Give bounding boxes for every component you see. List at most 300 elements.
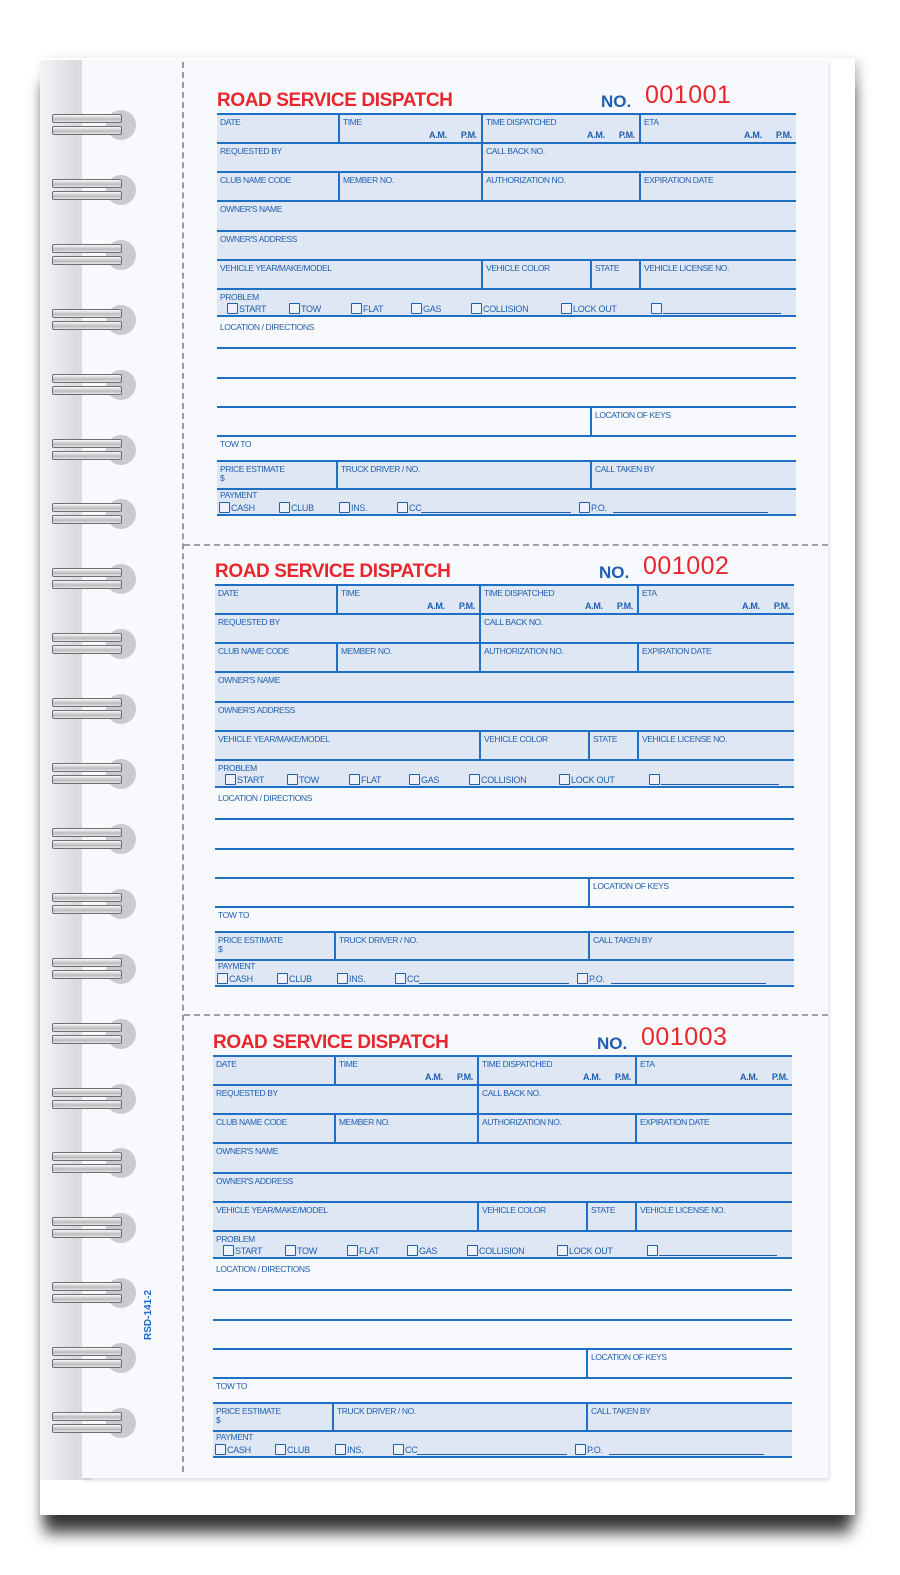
authorization-no-label: AUTHORIZATION NO. xyxy=(482,1117,562,1127)
owners-address-field[interactable] xyxy=(215,701,794,730)
call-back-no-field[interactable] xyxy=(481,142,796,171)
ring-wire xyxy=(52,321,122,330)
option-label: START xyxy=(235,1246,263,1256)
tow-to-field[interactable] xyxy=(217,435,796,460)
problem-options xyxy=(227,303,781,314)
ring-wire xyxy=(52,1229,122,1238)
problem-option[interactable] xyxy=(223,1245,285,1256)
problem-options xyxy=(225,774,779,785)
problem-option[interactable] xyxy=(289,303,351,314)
payment-option[interactable] xyxy=(219,502,279,513)
call-back-no-field[interactable] xyxy=(479,613,794,642)
checkbox[interactable] xyxy=(225,774,236,785)
am-pm-selector[interactable] xyxy=(730,130,792,140)
eta-label: ETA xyxy=(640,1059,655,1069)
writing-line[interactable] xyxy=(217,347,796,349)
option-label: CLUB xyxy=(289,974,312,984)
payment-options xyxy=(217,973,777,984)
tow-to-field[interactable] xyxy=(215,906,794,931)
option-label: GAS xyxy=(419,1246,438,1256)
member-no-label: MEMBER NO. xyxy=(343,175,394,185)
requested-by-label: REQUESTED BY xyxy=(218,617,280,627)
expiration-date-field[interactable] xyxy=(637,642,794,671)
am-label[interactable]: A.M. xyxy=(742,601,760,611)
payment-option[interactable] xyxy=(217,973,277,984)
am-label[interactable]: A.M. xyxy=(583,1072,601,1082)
option-label: CASH xyxy=(229,974,253,984)
am-pm-selector[interactable] xyxy=(726,1072,788,1082)
option-label: FLAT xyxy=(359,1246,380,1256)
am-pm-selector[interactable] xyxy=(571,601,633,611)
club-name-code-field[interactable] xyxy=(217,171,338,200)
option-label: INS. xyxy=(347,1445,364,1455)
price-estimate-label: PRICE ESTIMATE xyxy=(216,1406,281,1416)
problem-option[interactable] xyxy=(471,303,561,314)
option-label: INS. xyxy=(349,974,366,984)
requested-by-field[interactable] xyxy=(213,1084,477,1113)
vehicle-license-no-field[interactable] xyxy=(639,259,796,288)
ring-wire xyxy=(52,1100,122,1109)
checkbox[interactable] xyxy=(471,303,482,314)
time-label: TIME xyxy=(343,117,362,127)
payment-option[interactable] xyxy=(575,1444,775,1455)
option-label: COLLISION xyxy=(481,775,527,785)
problem-option[interactable] xyxy=(559,774,649,785)
checkbox[interactable] xyxy=(395,973,406,984)
state-label: STATE xyxy=(593,734,618,744)
ring-wire xyxy=(52,179,122,188)
state-field[interactable] xyxy=(586,1201,635,1230)
time-field[interactable] xyxy=(334,1055,477,1084)
payment-option[interactable] xyxy=(279,502,339,513)
ring-wire xyxy=(52,1282,122,1291)
problem-field[interactable] xyxy=(215,759,794,788)
am-pm-selector[interactable] xyxy=(415,130,477,140)
checkbox[interactable] xyxy=(575,1444,586,1455)
ring-wire xyxy=(52,710,122,719)
other-input-line[interactable] xyxy=(663,305,781,314)
checkbox[interactable] xyxy=(335,1444,346,1455)
owners-address-field[interactable] xyxy=(213,1172,792,1201)
spiral-ring xyxy=(50,242,130,272)
payment-option[interactable] xyxy=(577,973,777,984)
time-dispatched-field[interactable] xyxy=(479,584,637,613)
checkbox[interactable] xyxy=(219,502,230,513)
payment-field[interactable] xyxy=(215,959,794,987)
am-label[interactable]: A.M. xyxy=(744,130,762,140)
po-input-line[interactable] xyxy=(611,975,766,984)
po-input-line[interactable] xyxy=(613,504,768,513)
call-back-no-field[interactable] xyxy=(477,1084,792,1113)
checkbox[interactable] xyxy=(349,774,360,785)
eta-label: ETA xyxy=(644,117,659,127)
payment-field[interactable] xyxy=(213,1430,792,1458)
date-field[interactable] xyxy=(215,584,336,613)
problem-option[interactable] xyxy=(285,1245,347,1256)
truck-driver-no-field[interactable] xyxy=(332,1402,586,1430)
option-label: P.O. xyxy=(587,1445,603,1455)
checkbox[interactable] xyxy=(215,1444,226,1455)
problem-field[interactable] xyxy=(217,288,796,317)
writing-line[interactable] xyxy=(215,848,794,850)
po-input-line[interactable] xyxy=(609,1446,764,1455)
option-label: FLAT xyxy=(361,775,382,785)
am-pm-selector[interactable] xyxy=(569,1072,631,1082)
ring-wire xyxy=(52,1035,122,1044)
call-taken-by-field[interactable] xyxy=(590,460,796,488)
state-field[interactable] xyxy=(590,259,639,288)
club-name-code-label: CLUB NAME CODE xyxy=(216,1117,287,1127)
ring-wire xyxy=(52,698,122,707)
member-no-field[interactable] xyxy=(334,1113,477,1142)
problem-label: PROBLEM xyxy=(220,292,259,302)
vehicle-year-make-model-label: VEHICLE YEAR/MAKE/MODEL xyxy=(216,1205,328,1215)
problem-option[interactable] xyxy=(561,303,651,314)
option-label: TOW xyxy=(301,304,321,314)
ring-wire xyxy=(52,309,122,318)
payment-option[interactable] xyxy=(339,502,397,513)
ring-wire xyxy=(52,893,122,902)
pm-label[interactable]: P.M. xyxy=(618,130,635,140)
ring-wire xyxy=(52,1152,122,1161)
checkbox[interactable] xyxy=(337,973,348,984)
owners-address-label: OWNER'S ADDRESS xyxy=(220,234,297,244)
problem-option[interactable] xyxy=(649,774,779,785)
pm-label[interactable]: P.M. xyxy=(775,130,792,140)
problem-option[interactable] xyxy=(351,303,411,314)
checkbox[interactable] xyxy=(287,774,298,785)
am-pm-selector[interactable] xyxy=(573,130,635,140)
writing-line[interactable] xyxy=(217,377,796,379)
call-taken-by-label: CALL TAKEN BY xyxy=(591,1406,651,1416)
checkbox[interactable] xyxy=(469,774,480,785)
checkbox[interactable] xyxy=(277,973,288,984)
problem-option[interactable] xyxy=(647,1245,777,1256)
ring-wire xyxy=(52,775,122,784)
spiral-ring xyxy=(50,1280,130,1310)
truck-driver-no-field[interactable] xyxy=(334,931,588,959)
problem-option[interactable] xyxy=(409,774,469,785)
ring-wire xyxy=(52,439,122,448)
state-field[interactable] xyxy=(588,730,637,759)
checkbox[interactable] xyxy=(409,774,420,785)
expiration-date-field[interactable] xyxy=(639,171,796,200)
eta-field[interactable] xyxy=(637,584,794,613)
problem-field[interactable] xyxy=(213,1230,792,1259)
requested-by-field[interactable] xyxy=(215,613,479,642)
vehicle-color-label: VEHICLE COLOR xyxy=(482,1205,546,1215)
option-label: LOCK OUT xyxy=(571,775,615,785)
time-dispatched-field[interactable] xyxy=(477,1055,635,1084)
ring-wire xyxy=(52,114,122,123)
eta-label: ETA xyxy=(642,588,657,598)
payment-options xyxy=(215,1444,775,1455)
authorization-no-label: AUTHORIZATION NO. xyxy=(486,175,566,185)
payment-option[interactable] xyxy=(275,1444,335,1455)
am-label[interactable]: A.M. xyxy=(427,601,445,611)
pm-label[interactable]: P.M. xyxy=(773,601,790,611)
payment-option[interactable] xyxy=(277,973,337,984)
expiration-date-field[interactable] xyxy=(635,1113,792,1142)
price-estimate-field[interactable] xyxy=(217,460,336,488)
member-no-label: MEMBER NO. xyxy=(341,646,392,656)
spiral-ring xyxy=(50,372,130,402)
payment-option[interactable] xyxy=(579,502,779,513)
member-no-label: MEMBER NO. xyxy=(339,1117,390,1127)
spiral-ring xyxy=(50,177,130,207)
vehicle-year-make-model-field[interactable] xyxy=(213,1201,477,1230)
dispatch-form xyxy=(217,81,796,518)
number-label: NO. xyxy=(597,1034,628,1053)
option-label: CASH xyxy=(231,503,255,513)
payment-label: PAYMENT xyxy=(218,961,256,971)
checkbox[interactable] xyxy=(351,303,362,314)
vehicle-license-no-field[interactable] xyxy=(635,1201,792,1230)
payment-option[interactable] xyxy=(335,1444,393,1455)
option-label: COLLISION xyxy=(483,304,529,314)
problem-option[interactable] xyxy=(225,774,287,785)
problem-option[interactable] xyxy=(347,1245,407,1256)
checkbox[interactable] xyxy=(649,774,660,785)
owners-name-field[interactable] xyxy=(215,671,794,701)
vehicle-license-no-field[interactable] xyxy=(637,730,794,759)
ring-wire xyxy=(52,645,122,654)
problem-option[interactable] xyxy=(467,1245,557,1256)
form-number: 001002 xyxy=(643,552,730,580)
checkbox[interactable] xyxy=(651,303,662,314)
owners-name-field[interactable] xyxy=(217,200,796,230)
checkbox[interactable] xyxy=(289,303,300,314)
other-input-line[interactable] xyxy=(661,776,779,785)
payment-field[interactable] xyxy=(217,488,796,516)
ring-wire xyxy=(52,374,122,383)
authorization-no-field[interactable] xyxy=(479,642,637,671)
time-field[interactable] xyxy=(338,113,481,142)
payment-option[interactable] xyxy=(393,1444,575,1455)
problem-option[interactable] xyxy=(227,303,289,314)
requested-by-field[interactable] xyxy=(217,142,481,171)
vehicle-license-no-label: VEHICLE LICENSE NO. xyxy=(644,263,729,273)
option-label: CC xyxy=(405,1445,418,1455)
time-dispatched-label: TIME DISPATCHED xyxy=(486,117,557,127)
problem-option[interactable] xyxy=(557,1245,647,1256)
authorization-no-field[interactable] xyxy=(481,171,639,200)
perforation-vertical xyxy=(182,62,184,1472)
cc-input-line[interactable] xyxy=(417,1446,567,1455)
checkbox[interactable] xyxy=(557,1245,568,1256)
ring-wire xyxy=(52,244,122,253)
ring-wire xyxy=(52,1359,122,1368)
club-name-code-field[interactable] xyxy=(215,642,336,671)
member-no-field[interactable] xyxy=(338,171,481,200)
ring-wire xyxy=(52,191,122,200)
am-pm-selector[interactable] xyxy=(728,601,790,611)
date-field[interactable] xyxy=(217,113,338,142)
checkbox[interactable] xyxy=(561,303,572,314)
call-back-no-label: CALL BACK NO. xyxy=(482,1088,541,1098)
problem-option[interactable] xyxy=(651,303,781,314)
call-taken-by-field[interactable] xyxy=(588,931,794,959)
checkbox[interactable] xyxy=(411,303,422,314)
requested-by-label: REQUESTED BY xyxy=(216,1088,278,1098)
club-name-code-label: CLUB NAME CODE xyxy=(218,646,289,656)
vehicle-license-no-label: VEHICLE LICENSE NO. xyxy=(640,1205,725,1215)
payment-option[interactable] xyxy=(337,973,395,984)
tow-to-label: TOW TO xyxy=(220,439,252,449)
checkbox[interactable] xyxy=(279,502,290,513)
time-field[interactable] xyxy=(336,584,479,613)
pm-label[interactable]: P.M. xyxy=(614,1072,631,1082)
option-label: CC xyxy=(407,974,420,984)
price-estimate-label: PRICE ESTIMATE xyxy=(218,935,283,945)
time-label: TIME xyxy=(341,588,360,598)
payment-option[interactable] xyxy=(397,502,579,513)
ring-wire xyxy=(52,386,122,395)
payment-option[interactable] xyxy=(215,1444,275,1455)
cc-input-line[interactable] xyxy=(421,504,571,513)
checkbox[interactable] xyxy=(227,303,238,314)
checkbox[interactable] xyxy=(285,1245,296,1256)
blank-field[interactable] xyxy=(215,877,588,906)
eta-field[interactable] xyxy=(635,1055,792,1084)
other-input-line[interactable] xyxy=(659,1247,777,1256)
location-directions-label: LOCATION / DIRECTIONS xyxy=(218,793,312,803)
tow-to-field[interactable] xyxy=(213,1377,792,1402)
problem-option[interactable] xyxy=(469,774,559,785)
eta-field[interactable] xyxy=(639,113,796,142)
am-label[interactable]: A.M. xyxy=(585,601,603,611)
vehicle-year-make-model-field[interactable] xyxy=(215,730,479,759)
vehicle-color-field[interactable] xyxy=(477,1201,586,1230)
call-taken-by-field[interactable] xyxy=(586,1402,792,1430)
checkbox[interactable] xyxy=(579,502,590,513)
price-estimate-field[interactable] xyxy=(215,931,334,959)
owners-name-field[interactable] xyxy=(213,1142,792,1172)
problem-option[interactable] xyxy=(349,774,409,785)
pm-label[interactable]: P.M. xyxy=(460,130,477,140)
blank-field[interactable] xyxy=(213,1348,586,1377)
dispatch-form xyxy=(213,1023,792,1460)
spiral-ring xyxy=(50,1021,130,1051)
perforation-horizontal xyxy=(184,1014,828,1016)
vehicle-color-field[interactable] xyxy=(481,259,590,288)
location-of-keys-field[interactable] xyxy=(586,1348,792,1377)
checkbox[interactable] xyxy=(577,973,588,984)
spiral-ring xyxy=(50,566,130,596)
am-label[interactable]: A.M. xyxy=(740,1072,758,1082)
checkbox[interactable] xyxy=(393,1444,404,1455)
vehicle-license-no-label: VEHICLE LICENSE NO. xyxy=(642,734,727,744)
checkbox[interactable] xyxy=(647,1245,658,1256)
vehicle-year-make-model-label: VEHICLE YEAR/MAKE/MODEL xyxy=(218,734,330,744)
pm-label[interactable]: P.M. xyxy=(771,1072,788,1082)
checkbox[interactable] xyxy=(397,502,408,513)
owners-address-field[interactable] xyxy=(217,230,796,259)
dollar-label: $ xyxy=(220,473,225,483)
blank-field[interactable] xyxy=(217,406,590,435)
date-field[interactable] xyxy=(213,1055,334,1084)
ring-wire xyxy=(52,1217,122,1226)
payment-label: PAYMENT xyxy=(220,490,258,500)
problem-option[interactable] xyxy=(411,303,471,314)
dollar-label: $ xyxy=(216,1415,221,1425)
dollar-label: $ xyxy=(218,944,223,954)
vehicle-year-make-model-field[interactable] xyxy=(217,259,481,288)
checkbox[interactable] xyxy=(223,1245,234,1256)
checkbox[interactable] xyxy=(559,774,570,785)
writing-line[interactable] xyxy=(213,1289,792,1291)
call-back-no-label: CALL BACK NO. xyxy=(484,617,543,627)
pm-label[interactable]: P.M. xyxy=(616,601,633,611)
form-title: ROAD SERVICE DISPATCH xyxy=(213,1032,449,1053)
ring-wire xyxy=(52,763,122,772)
problem-option[interactable] xyxy=(407,1245,467,1256)
owners-name-label: OWNER'S NAME xyxy=(216,1146,278,1156)
writing-line[interactable] xyxy=(215,818,794,820)
spiral-ring xyxy=(50,1410,130,1440)
date-label: DATE xyxy=(218,588,239,598)
location-of-keys-field[interactable] xyxy=(588,877,794,906)
am-pm-selector[interactable] xyxy=(413,601,475,611)
cc-input-line[interactable] xyxy=(419,975,569,984)
time-dispatched-field[interactable] xyxy=(481,113,639,142)
problem-label: PROBLEM xyxy=(216,1234,255,1244)
authorization-no-field[interactable] xyxy=(477,1113,635,1142)
am-label[interactable]: A.M. xyxy=(587,130,605,140)
vehicle-color-field[interactable] xyxy=(479,730,588,759)
checkbox[interactable] xyxy=(217,973,228,984)
spiral-ring xyxy=(50,307,130,337)
option-label: FLAT xyxy=(363,304,384,314)
payment-option[interactable] xyxy=(395,973,577,984)
ring-wire xyxy=(52,1424,122,1433)
option-label: INS. xyxy=(351,503,368,513)
checkbox[interactable] xyxy=(407,1245,418,1256)
owners-address-label: OWNER'S ADDRESS xyxy=(218,705,295,715)
pm-label[interactable]: P.M. xyxy=(456,1072,473,1082)
checkbox[interactable] xyxy=(467,1245,478,1256)
call-taken-by-label: CALL TAKEN BY xyxy=(595,464,655,474)
problem-option[interactable] xyxy=(287,774,349,785)
location-of-keys-field[interactable] xyxy=(590,406,796,435)
call-back-no-label: CALL BACK NO. xyxy=(486,146,545,156)
form-code: RSD-141-2 xyxy=(143,1289,154,1340)
owners-name-label: OWNER'S NAME xyxy=(220,204,282,214)
writing-line[interactable] xyxy=(213,1319,792,1321)
ring-wire xyxy=(52,1164,122,1173)
location-directions-label: LOCATION / DIRECTIONS xyxy=(220,322,314,332)
checkbox[interactable] xyxy=(347,1245,358,1256)
pm-label[interactable]: P.M. xyxy=(458,601,475,611)
call-taken-by-label: CALL TAKEN BY xyxy=(593,935,653,945)
am-label[interactable]: A.M. xyxy=(429,130,447,140)
spiral-ring xyxy=(50,1215,130,1245)
price-estimate-field[interactable] xyxy=(213,1402,332,1430)
tow-to-label: TOW TO xyxy=(216,1381,248,1391)
form-number: 001001 xyxy=(645,81,732,109)
am-pm-selector[interactable] xyxy=(411,1072,473,1082)
truck-driver-no-label: TRUCK DRIVER / NO. xyxy=(341,464,420,474)
form-title: ROAD SERVICE DISPATCH xyxy=(215,561,451,582)
am-label[interactable]: A.M. xyxy=(425,1072,443,1082)
club-name-code-field[interactable] xyxy=(213,1113,334,1142)
checkbox[interactable] xyxy=(339,502,350,513)
truck-driver-no-field[interactable] xyxy=(336,460,590,488)
member-no-field[interactable] xyxy=(336,642,479,671)
ring-wire xyxy=(52,840,122,849)
ring-wire xyxy=(52,905,122,914)
checkbox[interactable] xyxy=(275,1444,286,1455)
